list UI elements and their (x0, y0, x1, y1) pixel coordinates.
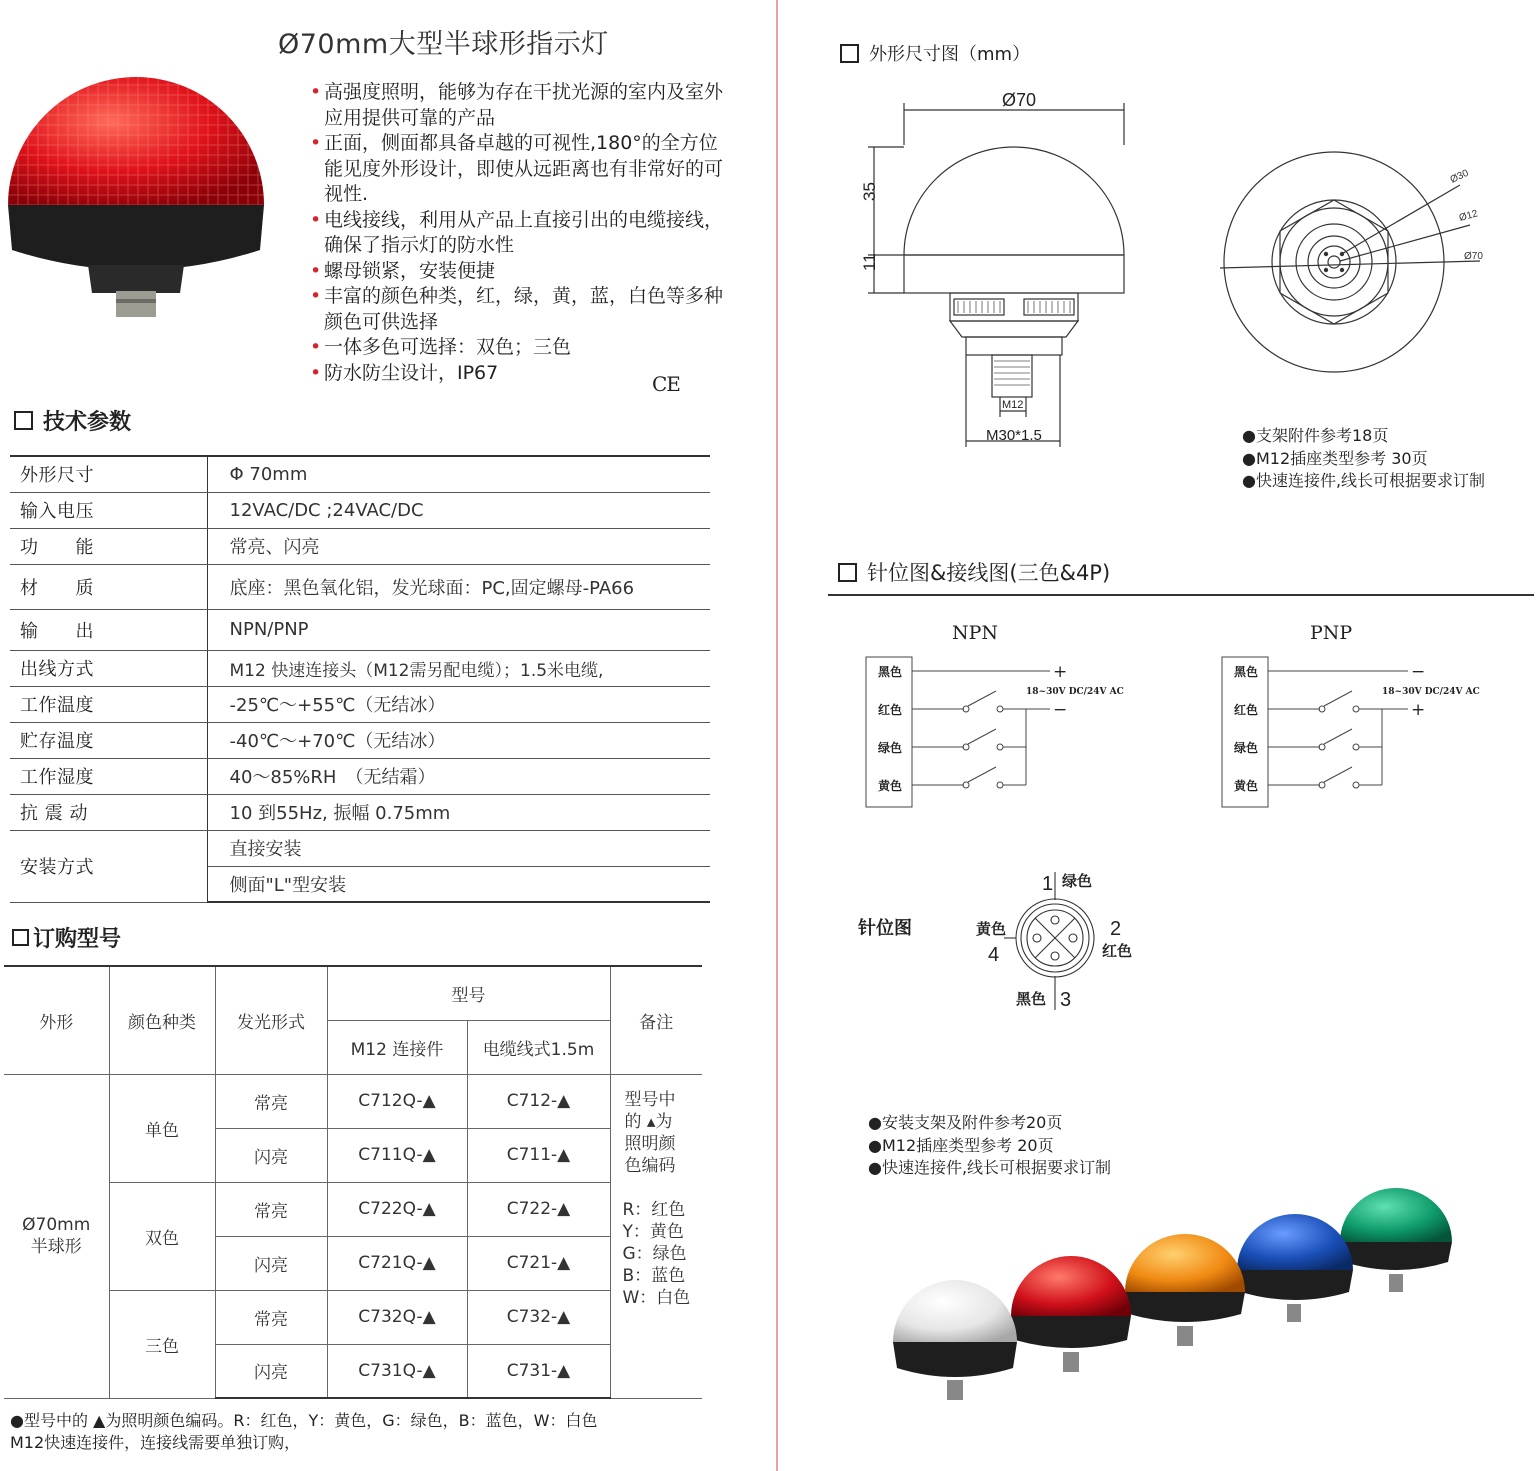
table-row (10, 528, 710, 564)
pnp-supply: 18~30V DC/24V AC (1382, 687, 1480, 697)
spec-value: 常亮、闪亮 (207, 528, 710, 564)
npn-plus: + (1053, 662, 1068, 682)
color-group-cell: 三色 (109, 1290, 215, 1398)
checkbox-icon (14, 411, 33, 430)
pin-diagram (960, 860, 1160, 1020)
wire-red: 红色 (1234, 703, 1259, 717)
model-cable-cell: C711-▲ (467, 1128, 610, 1182)
notes-top (1242, 425, 1485, 493)
model-m12-cell: C722Q-▲ (327, 1182, 467, 1236)
heading-text: 订购型号 (33, 927, 122, 952)
header-remark: 备注 (610, 966, 702, 1074)
npn-label: NPN (952, 622, 999, 644)
dim-m30: M30*1.5 (986, 427, 1042, 444)
spec-key: 出线方式 (10, 650, 207, 686)
tech-section-heading (14, 405, 131, 436)
note-item: ●M12插座类型参考 20页 (868, 1135, 1054, 1155)
dim-m12: M12 (1002, 399, 1024, 411)
pnp-plus: + (1411, 700, 1426, 720)
spec-value: NPN/PNP (207, 609, 710, 650)
header-color: 颜色种类 (109, 966, 215, 1074)
checkbox-icon (840, 44, 859, 63)
dim-side-70: Ø70 (1464, 251, 1483, 262)
table-row (10, 722, 710, 758)
product-lineup-image (885, 1180, 1465, 1420)
shape-cell: Ø70mm 半球形 (4, 1074, 109, 1398)
white-lamp-image (893, 1280, 1017, 1400)
spec-key: 功 能 (10, 528, 207, 564)
spec-key: 外形尺寸 (10, 456, 207, 492)
table-row (10, 758, 710, 794)
model-m12-cell: C732Q-▲ (327, 1290, 467, 1344)
table-row (10, 609, 710, 650)
dim-side-30: Ø30 (1448, 167, 1471, 186)
pin-3-number: 3 (1060, 989, 1072, 1011)
wiring-diagrams (860, 615, 1500, 815)
header-cable: 电缆线式1.5m (467, 1020, 610, 1074)
table-row (4, 1290, 702, 1344)
page-title: Ø70mm大型半球形指示灯 (278, 29, 609, 60)
order-table (4, 965, 702, 1399)
table-row (4, 1182, 702, 1236)
mode-cell: 常亮 (215, 1290, 327, 1344)
table-row (4, 1074, 702, 1128)
order-section-heading (12, 922, 121, 953)
wire-green: 绿色 (1234, 741, 1259, 755)
spec-value: Φ 70mm (207, 456, 710, 492)
feature-item: • 一体多色可选择：双色；三色 (310, 335, 730, 361)
note-item: ●M12插座类型参考 30页 (1242, 448, 1428, 468)
ce-mark: CE (652, 372, 680, 396)
dims-section-heading (840, 40, 1030, 66)
checkbox-icon (838, 563, 857, 582)
spec-value: -40℃～+70℃（无结冰） (207, 722, 710, 758)
table-row (10, 650, 710, 686)
pin-4-number: 4 (988, 944, 1000, 966)
pnp-label: PNP (1310, 622, 1353, 644)
remark-text: 型号中 的 ▴为 照明颜 色编码 (624, 1089, 676, 1176)
note-item: ●支架附件参考18页 (1242, 426, 1389, 445)
color-group-cell: 双色 (109, 1182, 215, 1290)
model-cable-cell: C731-▲ (467, 1344, 610, 1398)
table-row (10, 830, 710, 866)
pin-2-number: 2 (1110, 918, 1122, 940)
footnote (10, 1410, 597, 1454)
model-cable-cell: C722-▲ (467, 1182, 610, 1236)
mode-cell: 常亮 (215, 1074, 327, 1128)
note-item: ●快速连接件,线长可根据要求订制 (1242, 471, 1486, 490)
table-row (10, 456, 710, 492)
wire-yellow: 黄色 (1234, 779, 1259, 793)
spec-key: 输 出 (10, 609, 207, 650)
mode-cell: 闪亮 (215, 1236, 327, 1290)
footnote-line: ●型号中的 ▲为照明颜色编码。R：红色，Y：黄色，G：绿色，B：蓝色，W：白色 (10, 1411, 598, 1430)
spec-key: 工作温度 (10, 686, 207, 722)
note-item: ●快速连接件,线长可根据要求订制 (868, 1158, 1112, 1177)
feature-item: • 电线接线，利用从产品上直接引出的电缆接线，确保了指示灯的防水性 (310, 208, 730, 259)
pin-4-color: 黄色 (976, 921, 1007, 938)
dim-height-11: 11 (860, 253, 879, 271)
blue-lamp-image (1237, 1214, 1353, 1322)
green-lamp-image (1340, 1188, 1452, 1292)
wire-red: 红色 (878, 703, 903, 717)
heading-text: 外形尺寸图（mm） (869, 44, 1031, 65)
model-m12-cell: C721Q-▲ (327, 1236, 467, 1290)
header-shape: 外形 (4, 966, 109, 1074)
wire-black: 黑色 (1234, 665, 1259, 679)
header-model: 型号 (327, 966, 610, 1020)
feature-item: • 防水防尘设计，IP67 (310, 361, 730, 387)
pnp-minus: − (1411, 662, 1426, 682)
model-cable-cell: C712-▲ (467, 1074, 610, 1128)
header-m12: M12 连接件 (327, 1020, 467, 1074)
heading-text: 针位图&接线图(三色&4P) (867, 561, 1111, 585)
note-item: ●安装支架及附件参考20页 (868, 1113, 1063, 1132)
notes-bottom (868, 1112, 1111, 1180)
footnote-line: M12快速连接件，连接线需要单独订购， (10, 1433, 301, 1452)
feature-item: • 正面，侧面都具备卓越的可视性,180°的全方位能见度外形设计，即使从远距离也有非常好的可视性. (310, 131, 730, 208)
feature-list (310, 80, 730, 386)
model-m12-cell: C731Q-▲ (327, 1344, 467, 1398)
mode-cell: 闪亮 (215, 1344, 327, 1398)
model-m12-cell: C712Q-▲ (327, 1074, 467, 1128)
color-code-list: R：红色 Y：黄色 G：绿色 B：蓝色 W：白色 (622, 1199, 691, 1308)
pin-3-color: 黑色 (1016, 991, 1047, 1008)
mode-cell: 闪亮 (215, 1128, 327, 1182)
spec-key: 输入电压 (10, 492, 207, 528)
pin-1-number: 1 (1042, 873, 1054, 895)
pin-2-color: 红色 (1102, 943, 1133, 960)
spec-key: 贮存温度 (10, 722, 207, 758)
mode-cell: 常亮 (215, 1182, 327, 1236)
heading-text: 技术参数 (43, 410, 132, 435)
spec-key: 材 质 (10, 564, 207, 609)
model-m12-cell: C711Q-▲ (327, 1128, 467, 1182)
table-row (10, 794, 710, 830)
red-lamp-image (8, 55, 264, 325)
spec-value: 40～85%RH （无结霜） (207, 758, 710, 794)
table-row (10, 492, 710, 528)
dim-diameter-70: Ø70 (1002, 90, 1037, 110)
spec-value: 底座：黑色氧化铝，发光球面：PC,固定螺母-PA66 (207, 564, 710, 609)
wire-green: 绿色 (878, 741, 903, 755)
npn-minus: − (1053, 700, 1068, 720)
dim-height-35: 35 (860, 182, 879, 201)
spec-key: 工作湿度 (10, 758, 207, 794)
table-row (10, 686, 710, 722)
pin-label: 针位图 (858, 918, 912, 939)
red-lamp-image (1011, 1256, 1131, 1372)
spec-value: M12 快速连接头（M12需另配电缆）；1.5米电缆, (207, 650, 710, 686)
spec-value: 12VAC/DC ;24VAC/DC (207, 492, 710, 528)
model-cable-cell: C721-▲ (467, 1236, 610, 1290)
spec-value: 10 到55Hz, 振幅 0.75mm (207, 794, 710, 830)
table-row (10, 564, 710, 609)
remark-cell (610, 1074, 702, 1398)
table-row (4, 966, 702, 1020)
dimension-drawing (840, 85, 1520, 455)
wiring-section-heading (838, 557, 1110, 587)
feature-item: • 丰富的颜色种类，红，绿，黄，蓝，白色等多种颜色可供选择 (310, 284, 730, 335)
spec-value: 直接安装 (207, 830, 710, 866)
spec-key: 抗 震 动 (10, 794, 207, 830)
section-rule (828, 594, 1534, 596)
orange-lamp-image (1125, 1234, 1245, 1346)
page-divider (776, 0, 778, 1471)
spec-value: 侧面"L"型安装 (207, 866, 710, 902)
wire-yellow: 黄色 (878, 779, 903, 793)
feature-item: • 螺母锁紧，安装便捷 (310, 259, 730, 285)
spec-table (10, 455, 710, 903)
color-group-cell: 单色 (109, 1074, 215, 1182)
pin-1-color: 绿色 (1062, 873, 1093, 890)
npn-supply: 18~30V DC/24V AC (1026, 687, 1124, 697)
model-cable-cell: C732-▲ (467, 1290, 610, 1344)
feature-item: • 高强度照明，能够为存在干扰光源的室内及室外应用提供可靠的产品 (310, 80, 730, 131)
header-mode: 发光形式 (215, 966, 327, 1074)
dim-side-12: Ø12 (1457, 208, 1480, 224)
wire-black: 黑色 (878, 665, 903, 679)
spec-value: -25℃～+55℃（无结冰） (207, 686, 710, 722)
checkbox-icon (12, 929, 29, 946)
spec-key: 安装方式 (10, 830, 207, 902)
